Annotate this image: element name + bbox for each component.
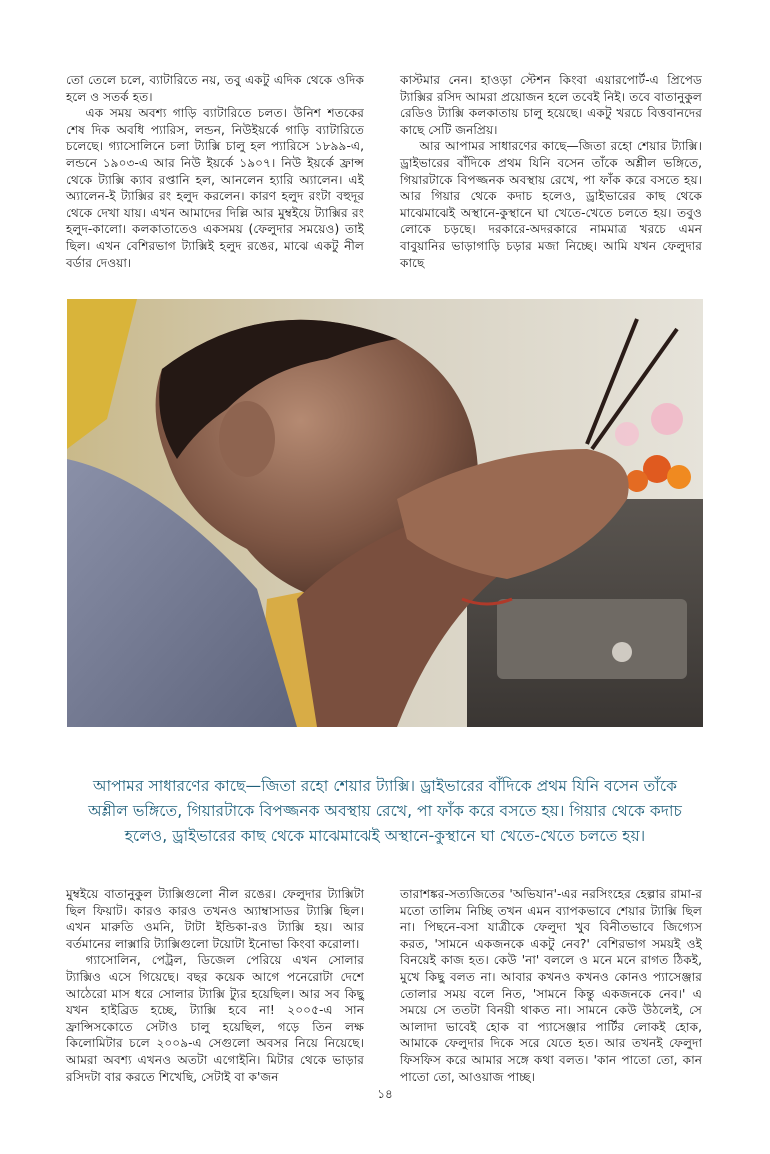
text-column-top-right <box>400 72 702 271</box>
text-column-top-left <box>66 72 364 271</box>
glovebox-lock <box>612 642 632 662</box>
paragraph: তারাশঙ্কর-সত্যজিতের 'অভিযান'-এর নরসিংহের হেল্পার রামা-র মতো তালিম নিচ্ছি তখন এমন ব্যাপকভাবে শেয়ার ট্যাক্সি ছিল না। পিছনে-বসা যাত্রীকে ফেলুদা খুব বিনীতভাবে জিগ্যেস করত, 'সামনে একজনকে একটু নেব?' বেশিরভাগ সময়ই ওই বিনয়েই কাজ হত। কেউ 'না' বললে ও মনে মনে রাগত ঠিকই, মুখে কিছু বলত না। আবার কখনও কখনও কোনও প্যাসেঞ্জার তোলার সময় বলে নিত, 'সামনে কিন্তু একজনকে নেব।' এ সময়ে সে ততটা বিনয়ী থাকত না। সামনে কেউ উঠলেই, সে আলাদা ভাবেই হোক বা প্যাসেঞ্জার পার্টির লোকই হোক, আমাকে ফেলুদার দিকে সরে যেতে হত। আর তখনই ফেলুদা ফিসফিস করে আমার সঙ্গে কথা বলত। 'কান পাতো তো, কান পাতো তো, আওয়াজ পাচ্ছ। <box>400 887 702 1084</box>
text-column-bottom-left <box>66 886 364 1085</box>
paragraph: আর আপামর সাধারণের কাছে—জিতা রহো শেয়ার ট্যাক্সি। ড্রাইভারের বাঁদিকে প্রথম যিনি বসেন তাঁকে অশ্লীল ভঙ্গিতে, গিয়ারটাকে বিপজ্জনক অবস্থায় রেখে, পা ফাঁক করে বসতে হয়। আর গিয়ার থেকে কদাচ হলেও, ড্রাইভারের কাছ থেকে মাঝেমাঝেই অস্থানে-কুস্থানে ঘা খেতে-খেতে চলতে হয়। তবুও লোকে চড়ছে। দরকারে-অদরকারে নামমাত্র খরচে এমন বাবুয়ানির ভাড়াগাড়ি চড়ার মজা নিচ্ছে। আমি যখন ফেলুদার কাছে <box>400 139 702 270</box>
paragraph: কাস্টমার নেন। হাওড়া স্টেশন কিংবা এয়ারপোর্ট-এ প্রিপেড ট্যাক্সির রসিদ আমরা প্রয়োজন হলে তবেই নিই। তবে বাতানুকুল রেডিও ট্যাক্সি কলকাতায় চালু হয়েছে। একটু খরচে বিত্তবানদের কাছে সেটি জনপ্রিয়। <box>400 73 702 137</box>
paragraph: তো তেলে চলে, ব্যাটারিতে নয়, তবু একটু এদিক থেকে ওদিক হলে ও সতর্ক হত। <box>66 73 364 104</box>
text-column-bottom-right <box>400 886 702 1085</box>
paragraph: মুম্বইয়ে বাতানুকুল ট্যাক্সিগুলো নীল রঙের। ফেলুদার ট্যাক্সিটা ছিল ফিয়াট। কারও কারও তখনও অ্যাম্বাসাডর ট্যাক্সি ছিল। এখন মারুতি ওমনি, টাটা ইন্ডিকা-রও ট্যাক্সি হয়। আর বর্তমানের লাক্সারি ট্যাক্সিগুলো টয়োটা ইনোভা কিংবা করোলা। <box>66 887 364 951</box>
page-number: ১৪ <box>377 1087 393 1101</box>
driver-ear <box>219 401 275 477</box>
paragraph: গ্যাসোলিন, পেট্রল, ডিজেল পেরিয়ে এখন সোলার ট্যাক্সিও এসে গিয়েছে। বছর কয়েক আগে পনেরোটা দেশে আঠেরো মাস ধরে সোলার ট্যাক্সি ট্যুর হয়েছিল। আর সব কিছু যখন হাইব্রিড হচ্ছে, ট্যাক্সি হবে না! ২০০৫-এ সান ফ্রান্সিসকোতে সেটাও চালু হয়েছিল, গড়ে তিন লক্ষ কিলোমিটার চলে ২০০৯-এ সেগুলো অবসর নিয়ে নিয়েছে। আমরা অবশ্য এখনও অতটা এগোইনি। মিটার থেকে ভাড়ার রসিদটা বার করতে শিখেছি, সেটাই বা ক'জন <box>66 953 364 1084</box>
photo-caption: আপামর সাধারণের কাছে—জিতা রহো শেয়ার ট্যাক্সি। ড্রাইভারের বাঁদিকে প্রথম যিনি বসেন তাঁকে অশ্লীল ভঙ্গিতে, গিয়ারটাকে বিপজ্জনক অবস্থায় রেখে, পা ফাঁক করে বসতে হয়। গিয়ার থেকে কদাচ হলেও, ড্রাইভারের কাছ থেকে মাঝেমাঝেই অস্থানে-কুস্থানে ঘা খেতে-খেতে চলতে হয়। <box>88 777 682 845</box>
paragraph: এক সময় অবশ্য গাড়ি ব্যাটারিতে চলত। উনিশ শতকের শেষ দিক অবধি প্যারিস, লন্ডন, নিউইয়র্কে গাড়ি ব্যাটারিতে চলেছে। গ্যাসোলিনে চলা ট্যাক্সি চালু হল প্যারিসে ১৮৯৯-এ, লন্ডনে ১৯০৩-এ আর নিউ ইয়র্কে ১৯০৭। নিউ ইয়র্কে ফ্রান্স থেকে ট্যাক্সি ক্যাব রপ্তানি হল, আনলেন হ্যারি অ্যালেন। এই অ্যালেন-ই ট্যাক্সির রং হলুদ করলেন। কারণ হলুদ রংটা বহুদূর থেকে দেখা যায়। এখন আমাদের দিল্লি আর মুম্বইয়ে ট্যাক্সির রং হলুদ-কালো। কলকাতাতেও একসময় (ফেলুদার সময়েও) তাই ছিল। এখন বেশিরভাগ ট্যাক্সিই হলুদ রঙের, মাঝে একটু নীল বর্ডার দেওয়া। <box>66 106 364 270</box>
taxi-driver-photo <box>67 299 703 727</box>
glovebox <box>497 599 687 679</box>
